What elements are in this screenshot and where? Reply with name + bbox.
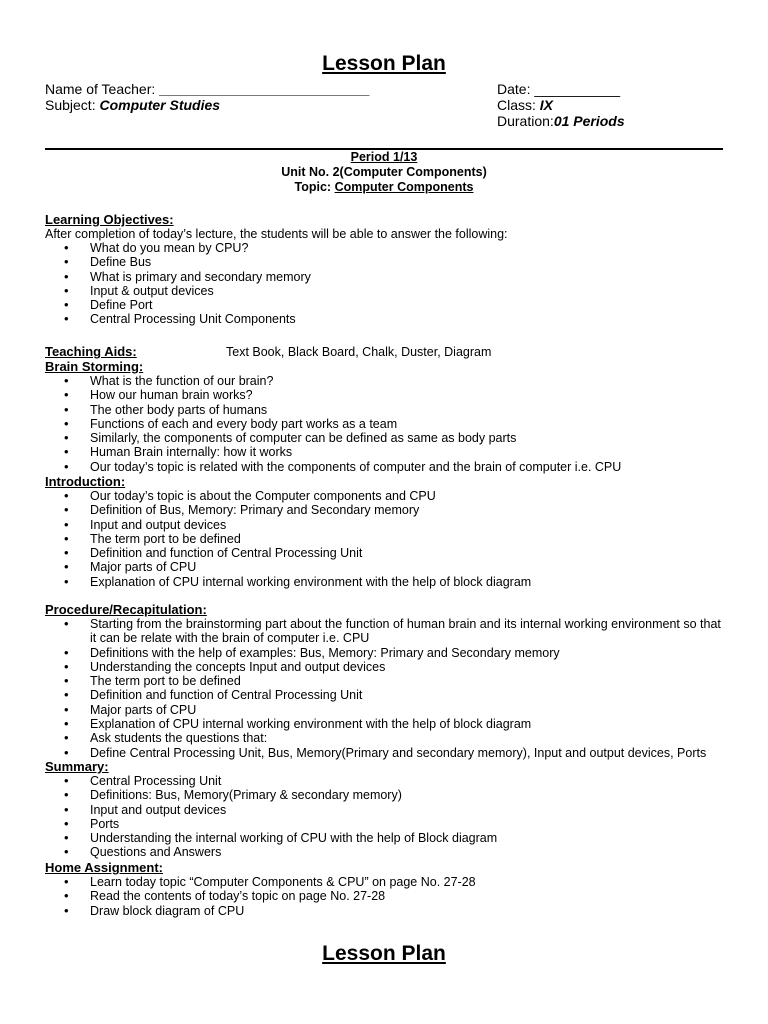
topic-line [0, 180, 768, 194]
list-item: • Definitions with the help of examples: Bus, Memory: Primary and Secondary memory [62, 646, 727, 660]
list-item: • Read the contents of today’s topic on page No. 27-28 [62, 889, 727, 903]
list-item: • Starting from the brainstorming part about the function of human brain and its internal working environment so that it can be relate with the brain of computer i.e. CPU [62, 617, 727, 646]
teacher-line [45, 81, 369, 97]
list-item: • Understanding the concepts Input and output devices [62, 660, 727, 674]
teaching-aids-heading: Teaching Aids: [45, 344, 137, 359]
list-item: • Similarly, the components of computer can be defined as same as body parts [62, 431, 727, 445]
next-page-title: Lesson Plan [322, 942, 446, 965]
list-item: • Ports [62, 817, 727, 831]
list-item: • Explanation of CPU internal working environment with the help of block diagram [62, 575, 727, 589]
subject-line [45, 97, 220, 113]
list-item: • Input & output devices [62, 284, 727, 298]
date-blank: ___________ [534, 81, 621, 97]
teacher-label: Name of Teacher: [45, 81, 156, 97]
teaching-aids-value: Text Book, Black Board, Chalk, Duster, Diagram [226, 345, 492, 359]
introduction-heading: Introduction: [45, 474, 126, 489]
list-item: • Definitions: Bus, Memory(Primary & secondary memory) [62, 788, 727, 802]
list-item: • Questions and Answers [62, 845, 727, 859]
list-item: • Major parts of CPU [62, 703, 727, 717]
list-item: • What is the function of our brain? [62, 374, 727, 388]
summary-heading: Summary: [45, 759, 109, 774]
class-line [497, 97, 553, 113]
list-item: • Input and output devices [62, 803, 727, 817]
class-value: IX [539, 97, 554, 113]
brain-storming-list [62, 374, 727, 474]
duration-line [497, 113, 625, 129]
summary-list [62, 774, 727, 860]
list-item: • Our today’s topic is related with the components of computer and the brain of computer i.e. CPU [62, 460, 727, 474]
introduction-list [62, 489, 727, 589]
procedure-list [62, 617, 727, 760]
list-item: • Definition and function of Central Processing Unit [62, 546, 727, 560]
date-line [497, 81, 620, 97]
list-item: • Central Processing Unit [62, 774, 727, 788]
learning-objectives-intro: After completion of today’s lecture, the students will be able to answer the following: [45, 227, 508, 241]
list-item: • Ask students the questions that: [62, 731, 727, 745]
unit-label: Unit No. 2(Computer Components) [281, 165, 487, 179]
home-assignment-list [62, 875, 727, 918]
subject-value: Computer Studies [99, 97, 221, 113]
list-item: • Define Bus [62, 255, 727, 269]
list-item: • Learn today topic “Computer Components & CPU” on page No. 27-28 [62, 875, 727, 889]
list-item: • The term port to be defined [62, 532, 727, 546]
subject-label: Subject: [45, 97, 96, 113]
list-item: • What do you mean by CPU? [62, 241, 727, 255]
list-item: • Definition of Bus, Memory: Primary and Secondary memory [62, 503, 727, 517]
list-item: • Our today’s topic is about the Computer components and CPU [62, 489, 727, 503]
list-item: • Input and output devices [62, 518, 727, 532]
home-assignment-heading: Home Assignment: [45, 860, 163, 875]
topic-value: Computer Components [334, 180, 474, 194]
list-item: • The other body parts of humans [62, 403, 727, 417]
duration-value: 01 Periods [553, 113, 625, 129]
date-label: Date: [497, 81, 531, 97]
page-title: Lesson Plan [322, 52, 446, 75]
list-item: • Major parts of CPU [62, 560, 727, 574]
list-item: • What is primary and secondary memory [62, 270, 727, 284]
teacher-blank: ___________________________ [159, 81, 370, 97]
learning-objectives-list [62, 241, 727, 327]
learning-objectives-heading: Learning Objectives: [45, 212, 174, 227]
period-label: Period 1/13 [350, 150, 418, 164]
list-item: • Define Port [62, 298, 727, 312]
list-item: • Draw block diagram of CPU [62, 904, 727, 918]
list-item: • Define Central Processing Unit, Bus, Memory(Primary and secondary memory), Input and output devices, Ports [62, 746, 727, 760]
list-item: • Explanation of CPU internal working environment with the help of block diagram [62, 717, 727, 731]
list-item: • Functions of each and every body part works as a team [62, 417, 727, 431]
list-item: • Human Brain internally: how it works [62, 445, 727, 459]
list-item: • Central Processing Unit Components [62, 312, 727, 326]
topic-label: Topic: [294, 180, 332, 194]
list-item: • Definition and function of Central Processing Unit [62, 688, 727, 702]
duration-label: Duration: [497, 113, 554, 129]
list-item: • Understanding the internal working of CPU with the help of Block diagram [62, 831, 727, 845]
class-label: Class: [497, 97, 536, 113]
brain-storming-heading: Brain Storming: [45, 359, 144, 374]
list-item: • The term port to be defined [62, 674, 727, 688]
list-item: • How our human brain works? [62, 388, 727, 402]
procedure-heading: Procedure/Recapitulation: [45, 602, 207, 617]
